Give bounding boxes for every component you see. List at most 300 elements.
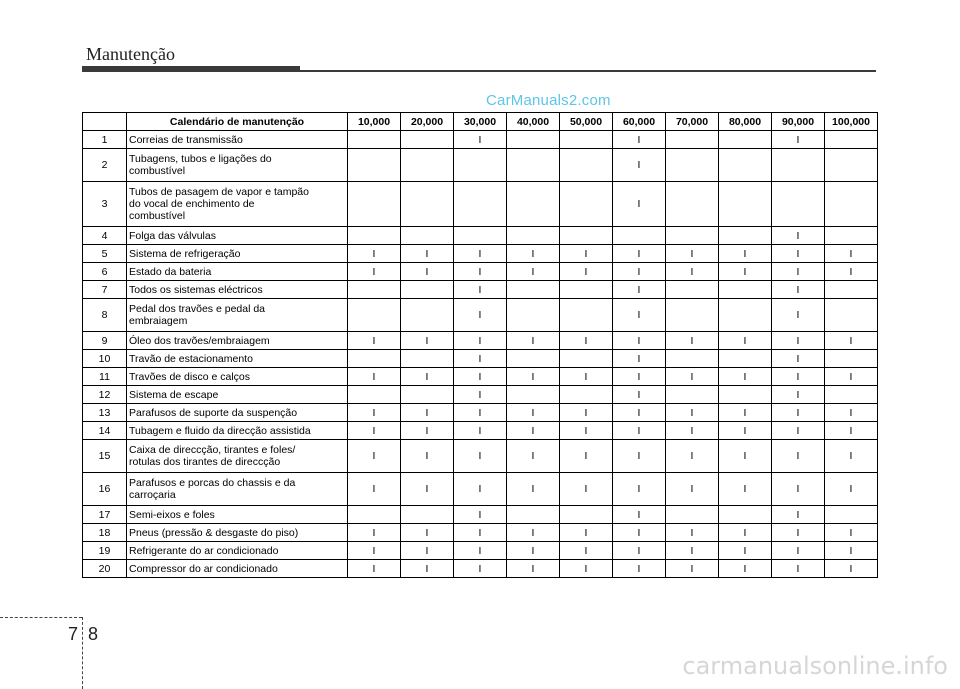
- inspection-mark: I: [507, 422, 560, 440]
- inspection-mark: I: [825, 245, 878, 263]
- interval-header: 40,000: [507, 113, 560, 131]
- inspection-mark: [507, 350, 560, 368]
- item-label-line: Óleo dos travões/embraiagem: [129, 334, 270, 347]
- inspection-mark: I: [666, 524, 719, 542]
- inspection-mark: I: [719, 524, 772, 542]
- item-cell: [127, 473, 348, 506]
- inspection-mark: I: [401, 422, 454, 440]
- item-label-line: do vocal de enchimento de: [129, 198, 255, 210]
- table-row: [83, 473, 878, 506]
- item-cell: [127, 524, 348, 542]
- item-cell: [127, 263, 348, 281]
- interval-header: 90,000: [772, 113, 825, 131]
- inspection-mark: I: [348, 422, 401, 440]
- item-label-line: Pedal dos travões e pedal da: [129, 303, 266, 315]
- inspection-mark: I: [825, 263, 878, 281]
- item-label-line: Parafusos de suporte da suspenção: [129, 406, 298, 419]
- inspection-mark: [772, 182, 825, 227]
- inspection-mark: [507, 182, 560, 227]
- table-row: [83, 560, 878, 578]
- inspection-mark: [348, 131, 401, 149]
- inspection-mark: I: [454, 506, 507, 524]
- inspection-mark: I: [507, 440, 560, 473]
- inspection-mark: I: [825, 332, 878, 350]
- inspection-mark: [507, 227, 560, 245]
- inspection-mark: I: [613, 506, 666, 524]
- inspection-mark: I: [560, 245, 613, 263]
- inspection-mark: [719, 281, 772, 299]
- header-num-cell: [83, 113, 127, 131]
- inspection-mark: I: [454, 560, 507, 578]
- inspection-mark: [507, 506, 560, 524]
- inspection-mark: I: [613, 404, 666, 422]
- page-number-page: 8: [88, 624, 99, 644]
- item-cell: [127, 422, 348, 440]
- inspection-mark: I: [719, 473, 772, 506]
- table-row: [83, 506, 878, 524]
- row-number: 7: [83, 281, 127, 299]
- inspection-mark: [666, 386, 719, 404]
- inspection-mark: I: [401, 245, 454, 263]
- inspection-mark: I: [348, 404, 401, 422]
- inspection-mark: [825, 149, 878, 182]
- inspection-mark: [666, 227, 719, 245]
- item-label-line: Correias de transmissão: [129, 133, 243, 146]
- inspection-mark: I: [613, 263, 666, 281]
- inspection-mark: I: [666, 542, 719, 560]
- row-number: 2: [83, 149, 127, 182]
- inspection-mark: [825, 227, 878, 245]
- inspection-mark: I: [401, 524, 454, 542]
- inspection-mark: I: [401, 332, 454, 350]
- inspection-mark: I: [719, 332, 772, 350]
- inspection-mark: [719, 299, 772, 332]
- inspection-mark: [560, 386, 613, 404]
- inspection-mark: I: [401, 560, 454, 578]
- inspection-mark: I: [772, 422, 825, 440]
- table-row: [83, 182, 878, 227]
- watermark-top: CarManuals2.com: [486, 92, 611, 109]
- item-cell: [127, 332, 348, 350]
- item-label-line: Sistema de escape: [129, 388, 219, 401]
- table-row: [83, 386, 878, 404]
- inspection-mark: I: [719, 245, 772, 263]
- inspection-mark: [401, 149, 454, 182]
- inspection-mark: I: [454, 440, 507, 473]
- inspection-mark: I: [772, 263, 825, 281]
- inspection-mark: I: [772, 524, 825, 542]
- inspection-mark: I: [772, 560, 825, 578]
- inspection-mark: I: [666, 440, 719, 473]
- inspection-mark: [560, 506, 613, 524]
- inspection-mark: [507, 281, 560, 299]
- inspection-mark: I: [666, 422, 719, 440]
- inspection-mark: I: [560, 524, 613, 542]
- interval-header: 70,000: [666, 113, 719, 131]
- inspection-mark: [348, 227, 401, 245]
- interval-header: 30,000: [454, 113, 507, 131]
- inspection-mark: [401, 227, 454, 245]
- inspection-mark: I: [401, 473, 454, 506]
- item-label-line: Folga das válvulas: [129, 229, 216, 242]
- inspection-mark: I: [825, 422, 878, 440]
- table-row: [83, 524, 878, 542]
- page-number-section: 7: [68, 624, 79, 644]
- inspection-mark: I: [454, 404, 507, 422]
- table-row: [83, 263, 878, 281]
- inspection-mark: I: [825, 440, 878, 473]
- inspection-mark: I: [560, 263, 613, 281]
- maintenance-schedule-table: [82, 112, 878, 578]
- inspection-mark: I: [401, 263, 454, 281]
- inspection-mark: I: [666, 404, 719, 422]
- table-row: [83, 350, 878, 368]
- item-label-line: Refrigerante do ar condicionado: [129, 544, 279, 557]
- inspection-mark: [613, 227, 666, 245]
- table-row: [83, 299, 878, 332]
- header-rule-thick: [82, 66, 300, 72]
- interval-header: 100,000: [825, 113, 878, 131]
- item-cell: [127, 368, 348, 386]
- inspection-mark: [825, 281, 878, 299]
- inspection-mark: I: [613, 350, 666, 368]
- item-cell: [127, 299, 348, 332]
- table-row: [83, 149, 878, 182]
- inspection-mark: [719, 350, 772, 368]
- inspection-mark: [560, 149, 613, 182]
- table-row: [83, 404, 878, 422]
- inspection-mark: I: [613, 149, 666, 182]
- inspection-mark: I: [613, 422, 666, 440]
- inspection-mark: I: [560, 422, 613, 440]
- inspection-mark: [825, 386, 878, 404]
- item-label-line: Travões de disco e calços: [129, 370, 251, 383]
- inspection-mark: I: [348, 473, 401, 506]
- inspection-mark: I: [772, 332, 825, 350]
- inspection-mark: [454, 227, 507, 245]
- inspection-mark: I: [454, 524, 507, 542]
- inspection-mark: [666, 506, 719, 524]
- inspection-mark: I: [507, 245, 560, 263]
- inspection-mark: I: [560, 440, 613, 473]
- row-number: 3: [83, 182, 127, 227]
- inspection-mark: [719, 227, 772, 245]
- item-label-line: combustível: [129, 165, 186, 177]
- inspection-mark: [560, 299, 613, 332]
- inspection-mark: I: [666, 332, 719, 350]
- item-cell: [127, 542, 348, 560]
- item-cell: [127, 560, 348, 578]
- inspection-mark: I: [772, 440, 825, 473]
- inspection-mark: I: [454, 263, 507, 281]
- inspection-mark: I: [613, 524, 666, 542]
- inspection-mark: I: [613, 542, 666, 560]
- inspection-mark: I: [454, 350, 507, 368]
- inspection-mark: I: [825, 404, 878, 422]
- inspection-mark: I: [401, 404, 454, 422]
- inspection-mark: [825, 299, 878, 332]
- inspection-mark: I: [454, 281, 507, 299]
- inspection-mark: I: [772, 386, 825, 404]
- inspection-mark: I: [666, 560, 719, 578]
- item-label-line: combustível: [129, 210, 186, 222]
- table-row: [83, 131, 878, 149]
- table-row: [83, 440, 878, 473]
- inspection-mark: [719, 506, 772, 524]
- inspection-mark: I: [825, 368, 878, 386]
- inspection-mark: I: [719, 368, 772, 386]
- inspection-mark: I: [454, 386, 507, 404]
- inspection-mark: [401, 299, 454, 332]
- inspection-mark: I: [348, 368, 401, 386]
- row-number: 8: [83, 299, 127, 332]
- inspection-mark: [560, 281, 613, 299]
- inspection-mark: I: [719, 542, 772, 560]
- inspection-mark: I: [613, 299, 666, 332]
- item-label-line: Travão de estacionamento: [129, 352, 253, 365]
- row-number: 13: [83, 404, 127, 422]
- inspection-mark: I: [666, 245, 719, 263]
- row-number: 5: [83, 245, 127, 263]
- inspection-mark: [560, 227, 613, 245]
- item-label-line: embraiagem: [129, 315, 188, 327]
- inspection-mark: [401, 182, 454, 227]
- inspection-mark: I: [666, 368, 719, 386]
- row-number: 16: [83, 473, 127, 506]
- inspection-mark: I: [666, 263, 719, 281]
- interval-header: 10,000: [348, 113, 401, 131]
- inspection-mark: [454, 182, 507, 227]
- item-cell: [127, 227, 348, 245]
- inspection-mark: I: [507, 524, 560, 542]
- inspection-mark: I: [772, 227, 825, 245]
- inspection-mark: I: [772, 368, 825, 386]
- inspection-mark: [666, 182, 719, 227]
- inspection-mark: [719, 386, 772, 404]
- inspection-mark: I: [719, 422, 772, 440]
- inspection-mark: I: [772, 281, 825, 299]
- inspection-mark: I: [719, 404, 772, 422]
- row-number: 9: [83, 332, 127, 350]
- inspection-mark: [401, 281, 454, 299]
- inspection-mark: I: [454, 473, 507, 506]
- item-cell: [127, 281, 348, 299]
- interval-header: 50,000: [560, 113, 613, 131]
- inspection-mark: I: [825, 473, 878, 506]
- row-number: 17: [83, 506, 127, 524]
- interval-header: 20,000: [401, 113, 454, 131]
- inspection-mark: I: [560, 473, 613, 506]
- inspection-mark: I: [507, 473, 560, 506]
- item-cell: [127, 404, 348, 422]
- item-cell: [127, 506, 348, 524]
- item-label-line: Pneus (pressão & desgaste do piso): [129, 526, 299, 539]
- inspection-mark: [507, 131, 560, 149]
- inspection-mark: I: [772, 506, 825, 524]
- inspection-mark: [348, 506, 401, 524]
- inspection-mark: I: [401, 368, 454, 386]
- row-number: 12: [83, 386, 127, 404]
- header-rule-thin: [300, 70, 876, 72]
- inspection-mark: [666, 131, 719, 149]
- table-header-row: [83, 113, 878, 131]
- item-cell: [127, 182, 348, 227]
- inspection-mark: I: [401, 542, 454, 560]
- inspection-mark: I: [401, 440, 454, 473]
- item-label-line: Caixa de direccção, tirantes e foles/: [129, 444, 296, 456]
- inspection-mark: [348, 182, 401, 227]
- inspection-mark: I: [719, 560, 772, 578]
- item-cell: [127, 149, 348, 182]
- row-number: 6: [83, 263, 127, 281]
- inspection-mark: I: [719, 263, 772, 281]
- inspection-mark: [348, 299, 401, 332]
- inspection-mark: [719, 131, 772, 149]
- inspection-mark: [666, 299, 719, 332]
- inspection-mark: [348, 350, 401, 368]
- inspection-mark: [772, 149, 825, 182]
- inspection-mark: [507, 149, 560, 182]
- inspection-mark: I: [825, 542, 878, 560]
- inspection-mark: [507, 299, 560, 332]
- row-number: 18: [83, 524, 127, 542]
- inspection-mark: [560, 182, 613, 227]
- inspection-mark: I: [348, 245, 401, 263]
- section-title: Manutenção: [86, 44, 175, 64]
- row-number: 11: [83, 368, 127, 386]
- inspection-mark: [560, 131, 613, 149]
- inspection-mark: I: [348, 263, 401, 281]
- inspection-mark: I: [613, 560, 666, 578]
- inspection-mark: I: [772, 404, 825, 422]
- row-number: 20: [83, 560, 127, 578]
- schedule-title: Calendário de manutenção: [127, 113, 348, 131]
- inspection-mark: I: [560, 542, 613, 560]
- inspection-mark: I: [613, 368, 666, 386]
- table-row: [83, 368, 878, 386]
- inspection-mark: I: [348, 332, 401, 350]
- row-number: 14: [83, 422, 127, 440]
- page-divider-vertical: [82, 617, 83, 689]
- inspection-mark: I: [507, 560, 560, 578]
- item-cell: [127, 245, 348, 263]
- inspection-mark: I: [560, 332, 613, 350]
- inspection-mark: [825, 506, 878, 524]
- inspection-mark: [666, 281, 719, 299]
- inspection-mark: [666, 350, 719, 368]
- row-number: 19: [83, 542, 127, 560]
- inspection-mark: I: [348, 560, 401, 578]
- inspection-mark: [401, 350, 454, 368]
- item-label-line: Tubagens, tubos e ligações do: [129, 153, 272, 165]
- inspection-mark: I: [507, 368, 560, 386]
- inspection-mark: I: [666, 473, 719, 506]
- interval-header: 60,000: [613, 113, 666, 131]
- inspection-mark: [401, 386, 454, 404]
- inspection-mark: [401, 131, 454, 149]
- inspection-mark: I: [613, 473, 666, 506]
- inspection-mark: I: [454, 332, 507, 350]
- inspection-mark: [560, 350, 613, 368]
- item-cell: [127, 440, 348, 473]
- inspection-mark: I: [772, 131, 825, 149]
- inspection-mark: [401, 506, 454, 524]
- item-label-line: Parafusos e porcas do chassis e da: [129, 477, 296, 489]
- item-label-line: Tubos de pasagem de vapor e tampão: [129, 186, 309, 198]
- inspection-mark: I: [454, 542, 507, 560]
- item-label-line: Compressor do ar condicionado: [129, 562, 278, 575]
- inspection-mark: I: [348, 524, 401, 542]
- item-cell: [127, 131, 348, 149]
- item-cell: [127, 386, 348, 404]
- inspection-mark: I: [454, 422, 507, 440]
- inspection-mark: I: [348, 440, 401, 473]
- item-label-line: Estado da bateria: [129, 265, 212, 278]
- row-number: 1: [83, 131, 127, 149]
- item-label-line: Tubagem e fluido da direcção assistida: [129, 424, 311, 437]
- inspection-mark: I: [507, 332, 560, 350]
- interval-header: 80,000: [719, 113, 772, 131]
- table-row: [83, 422, 878, 440]
- inspection-mark: I: [613, 440, 666, 473]
- row-number: 15: [83, 440, 127, 473]
- inspection-mark: I: [719, 440, 772, 473]
- watermark-bottom: carmanualsonline.info: [682, 652, 948, 680]
- page-divider-horizontal: [0, 617, 82, 618]
- inspection-mark: [825, 350, 878, 368]
- item-label-line: Todos os sistemas eléctricos: [129, 283, 263, 296]
- inspection-mark: I: [772, 350, 825, 368]
- inspection-mark: I: [772, 299, 825, 332]
- inspection-mark: I: [507, 263, 560, 281]
- inspection-mark: I: [454, 368, 507, 386]
- inspection-mark: [666, 149, 719, 182]
- inspection-mark: [719, 182, 772, 227]
- inspection-mark: I: [825, 524, 878, 542]
- inspection-mark: I: [613, 182, 666, 227]
- inspection-mark: I: [507, 542, 560, 560]
- inspection-mark: [348, 281, 401, 299]
- item-cell: [127, 350, 348, 368]
- inspection-mark: I: [772, 473, 825, 506]
- inspection-mark: I: [613, 131, 666, 149]
- inspection-mark: [348, 386, 401, 404]
- item-label-line: Sistema de refrigeração: [129, 247, 241, 260]
- row-number: 10: [83, 350, 127, 368]
- inspection-mark: I: [825, 560, 878, 578]
- item-label-line: Semi-eixos e foles: [129, 508, 215, 521]
- item-label-line: rotulas dos tirantes de direccção: [129, 456, 281, 468]
- inspection-mark: I: [560, 368, 613, 386]
- inspection-mark: I: [613, 386, 666, 404]
- inspection-mark: I: [454, 245, 507, 263]
- table-row: [83, 332, 878, 350]
- inspection-mark: I: [454, 299, 507, 332]
- table-row: [83, 245, 878, 263]
- inspection-mark: [719, 149, 772, 182]
- inspection-mark: [825, 182, 878, 227]
- inspection-mark: I: [613, 245, 666, 263]
- inspection-mark: I: [772, 542, 825, 560]
- inspection-mark: [348, 149, 401, 182]
- inspection-mark: [454, 149, 507, 182]
- inspection-mark: I: [507, 404, 560, 422]
- inspection-mark: [507, 386, 560, 404]
- inspection-mark: I: [454, 131, 507, 149]
- item-label-line: carroçaria: [129, 489, 176, 501]
- inspection-mark: I: [348, 542, 401, 560]
- row-number: 4: [83, 227, 127, 245]
